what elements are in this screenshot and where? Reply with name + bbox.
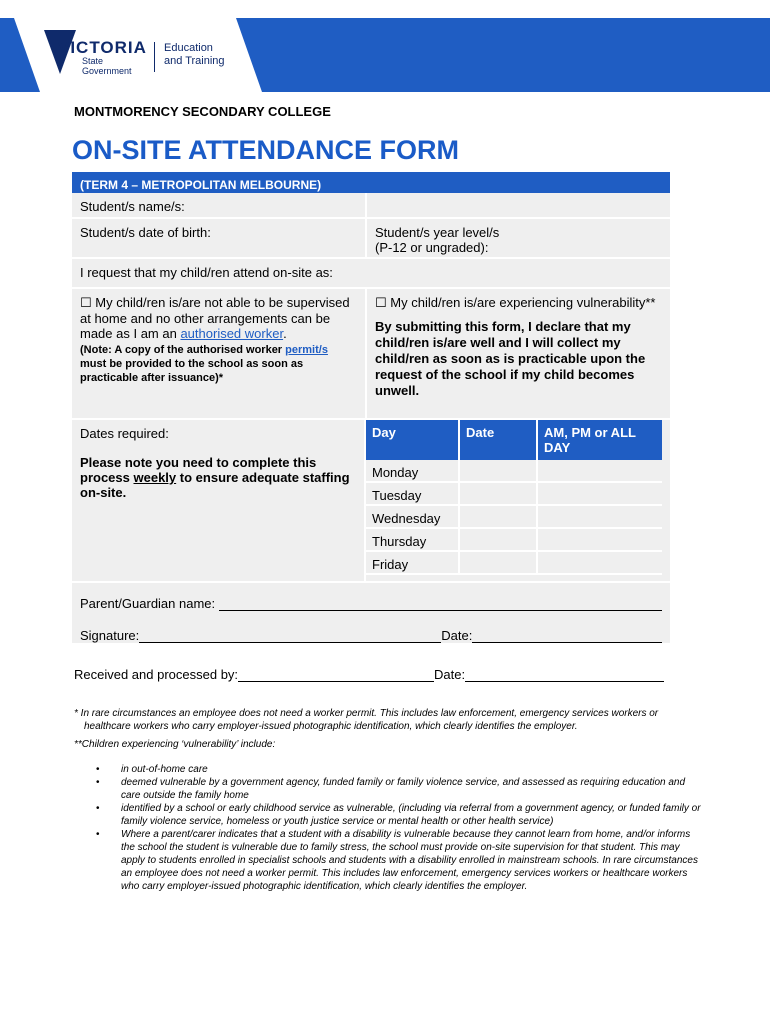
- received-label: Received and processed by:: [74, 667, 239, 682]
- received-date-label: Date:: [434, 667, 466, 682]
- checkbox-vulnerability[interactable]: ☐: [375, 296, 387, 311]
- year-level-label[interactable]: [367, 219, 670, 257]
- guardian-name-field[interactable]: [80, 589, 662, 611]
- department-name: [164, 42, 225, 68]
- list-item: [74, 828, 704, 893]
- ampm-tuesday-input[interactable]: [538, 483, 662, 504]
- list-item-text: deemed vulnerable by a government agency, funded family or family violence service, and assessed as requiring education and care outside the family home: [121, 777, 686, 801]
- header-ampm: AM, PM or ALL DAY: [544, 425, 636, 455]
- student-names-input[interactable]: [367, 193, 670, 217]
- form-title: ON-SITE ATTENDANCE FORM: [72, 135, 459, 165]
- logo-government: Government: [82, 66, 132, 76]
- student-dob-label[interactable]: Student/s date of birth:: [72, 219, 367, 257]
- list-item: [74, 802, 704, 828]
- note-start: (Note: A copy of the authorised worker: [80, 344, 283, 356]
- ampm-wednesday-input[interactable]: [538, 506, 662, 527]
- year-level-line1: Student/s year level/s: [375, 225, 500, 240]
- permit-link[interactable]: permit/s: [285, 344, 328, 356]
- days-table-header: [366, 420, 662, 460]
- victoria-logo-text: VICTORIA: [58, 38, 147, 57]
- student-names-label: Student/s name/s:: [72, 193, 367, 217]
- checkbox-authorised-worker[interactable]: ☐: [80, 296, 92, 311]
- request-row: [72, 259, 670, 289]
- options-row: [72, 289, 670, 420]
- day-friday: Friday: [366, 552, 460, 573]
- received-field[interactable]: [74, 660, 664, 682]
- dept-line1: Education: [164, 42, 213, 54]
- dates-right: [366, 420, 670, 581]
- date-thursday-input[interactable]: [460, 529, 538, 550]
- attendance-form: [72, 172, 670, 645]
- weekly-note: [80, 455, 356, 500]
- ampm-friday-input[interactable]: [538, 552, 662, 573]
- day-thursday: Thursday: [366, 529, 460, 550]
- weekly-note-start: Please note you need to complete this process: [80, 455, 317, 485]
- days-table: [366, 420, 662, 575]
- received-date-line[interactable]: [465, 670, 664, 682]
- bullet: •: [96, 803, 100, 814]
- school-name: MONTMORENCY SECONDARY COLLEGE: [74, 104, 331, 119]
- date-friday-input[interactable]: [460, 552, 538, 573]
- dept-line2: and Training: [164, 55, 225, 67]
- year-level-line2: (P-12 or ungraded):: [375, 240, 489, 255]
- signature-row: [72, 583, 670, 645]
- header-banner: [0, 0, 770, 92]
- bullet: •: [96, 829, 100, 840]
- signature-date-line[interactable]: [472, 631, 662, 643]
- list-item-text: Where a parent/carer indicates that a student with a disability is vulnerable because they cannot learn from home, and/or informs the school the student is vulnerable due to family stress, the school must provide on-site supervision for that student. This may apply to students enrolled in specialist schools and students with a disability enrolled in mainstream schools. In rare circumstances an employee does not need a worker permit. This includes law enforcement, emergency services workers or healthcare workers who carry employer-issued photographic identification, which clearly identifies the employer.: [121, 829, 698, 892]
- bullet: •: [96, 777, 100, 788]
- authorised-worker-link[interactable]: authorised worker: [180, 326, 284, 341]
- day-monday: Monday: [366, 460, 460, 481]
- list-item: [74, 776, 704, 802]
- signature-line[interactable]: [139, 631, 441, 643]
- weekly-word: weekly: [133, 470, 177, 485]
- option2-text: My child/ren is/are experiencing vulnerability**: [390, 295, 656, 310]
- bullet: •: [96, 764, 100, 775]
- worker-permit-footnote: * In rare circumstances an employee does not need a worker permit. This includes law enforcement, emergency services workers or healthcare workers who carry employer-issued photographic identification, which clearly identifies the employer.: [74, 708, 659, 732]
- vulnerability-intro: **Children experiencing ‘vulnerability’ include:: [74, 739, 276, 750]
- student-names-row: [72, 193, 670, 219]
- option-vulnerability[interactable]: [367, 289, 670, 418]
- header-date: Date: [460, 420, 538, 460]
- day-tuesday: Tuesday: [366, 483, 460, 504]
- option1-text: My child/ren is/are not able to be supervised at home and no other arrangements can be made as I am an: [80, 295, 350, 341]
- footnotes: [74, 707, 704, 893]
- table-row: [366, 483, 662, 506]
- table-row: [366, 460, 662, 483]
- state-government-text: [82, 56, 132, 76]
- dates-required-label: Dates required:: [80, 426, 169, 441]
- signature-field[interactable]: [80, 621, 662, 643]
- table-row: [366, 529, 662, 552]
- table-row: [366, 552, 662, 575]
- student-dob-row: [72, 219, 670, 259]
- declaration-text: By submitting this form, I declare that my child/ren is/are well and I will collect my child/ren as soon as is practicable upon the request of the school if my child becomes unwell.: [375, 319, 646, 398]
- weekly-note-end: to ensure adequate staffing on-site.: [80, 470, 350, 500]
- signature-label: Signature:: [80, 628, 140, 643]
- list-item-text: in out-of-home care: [121, 764, 208, 775]
- option1-end: .: [283, 326, 287, 341]
- vulnerability-list: [74, 763, 704, 893]
- option-authorised-worker[interactable]: [72, 289, 367, 418]
- ampm-monday-input[interactable]: [538, 460, 662, 481]
- logo-state: State: [82, 56, 104, 66]
- date-wednesday-input[interactable]: [460, 506, 538, 527]
- received-line[interactable]: [238, 670, 434, 682]
- dates-row: [72, 420, 670, 583]
- list-item: [74, 763, 704, 776]
- day-wednesday: Wednesday: [366, 506, 460, 527]
- request-label: I request that my child/ren attend on-site as:: [80, 265, 333, 280]
- header-day: Day: [366, 420, 460, 460]
- logo-divider: [154, 42, 155, 72]
- ampm-thursday-input[interactable]: [538, 529, 662, 550]
- date-monday-input[interactable]: [460, 460, 538, 481]
- note-end: must be provided to the school as soon as practicable after issuance)*: [80, 358, 304, 384]
- date-tuesday-input[interactable]: [460, 483, 538, 504]
- permit-note: [80, 343, 357, 385]
- table-row: [366, 506, 662, 529]
- list-item-text: identified by a school or early childhood service as vulnerable, (including via referral from a government agency, or funded family or family violence service, homeless or youth justice service or mental health or other health service): [121, 803, 701, 827]
- guardian-name-label: Parent/Guardian name:: [80, 596, 216, 611]
- signature-date-label: Date:: [441, 628, 473, 643]
- dates-left: [72, 420, 366, 581]
- term-header: (TERM 4 – METROPOLITAN MELBOURNE): [72, 172, 670, 193]
- signature-block: [72, 583, 670, 643]
- guardian-name-line[interactable]: [219, 599, 662, 611]
